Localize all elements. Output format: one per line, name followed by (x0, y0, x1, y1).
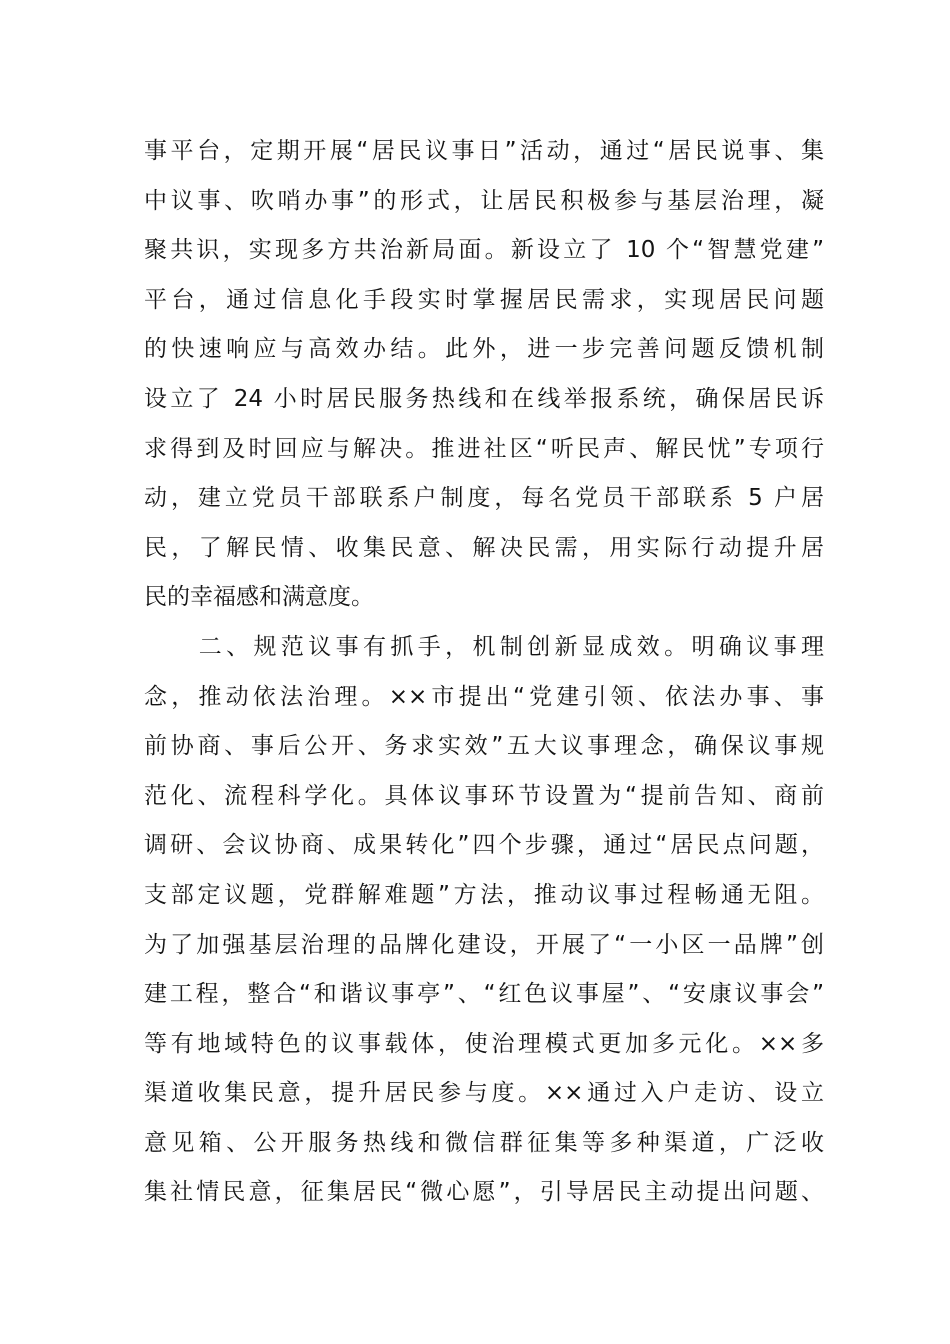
text-line: 中议事、吹哨办事”的形式，让居民积极参与基层治理，凝 (144, 187, 824, 214)
text-line: 调研、会议协商、成果转化”四个步骤，通过“居民点问题， (144, 832, 824, 859)
text-line: 平台，通过信息化手段实时掌握居民需求，实现居民问题 (144, 286, 824, 313)
text-line: 聚共识，实现多方共治新局面。新设立了 10 个“智慧党建” (144, 237, 824, 264)
section-heading-line: 二、规范议事有抓手，机制创新显成效。明确议事理 (144, 633, 824, 660)
text-line: 支部定议题，党群解难题”方法，推动议事过程畅通无阻。 (144, 881, 824, 908)
text-line: 前协商、事后公开、务求实效”五大议事理念，确保议事规 (144, 733, 824, 760)
text-line: 念，推动依法治理。××市提出“党建引领、依法办事、事 (144, 683, 824, 710)
text-line: 等有地域特色的议事载体，使治理模式更加多元化。××多 (144, 1030, 824, 1057)
text-line: 民，了解民情、收集民意、解决民需，用实际行动提升居 (144, 534, 824, 561)
text-line: 求得到及时回应与解决。推进社区“听民声、解民忧”专项行 (144, 435, 824, 462)
text-line: 渠道收集民意，提升居民参与度。××通过入户走访、设立 (144, 1080, 824, 1107)
text-line: 动，建立党员干部联系户制度，每名党员干部联系 5 户居 (144, 485, 824, 512)
text-line: 事平台，定期开展“居民议事日”活动，通过“居民说事、集 (144, 138, 824, 164)
text-line: 建工程，整合“和谐议事亭”、“红色议事屋”、“安康议事会” (144, 981, 824, 1008)
text-line: 设立了 24 小时居民服务热线和在线举报系统，确保居民诉 (144, 385, 824, 412)
paragraph-end-line: 民的幸福感和满意度。 (144, 584, 374, 611)
text-line: 为了加强基层治理的品牌化建设，开展了“一小区一品牌”创 (144, 931, 824, 958)
body-text (144, 127, 824, 1218)
text-line: 集社情民意，征集居民“微心愿”，引导居民主动提出问题、 (144, 1179, 824, 1206)
text-line: 范化、流程科学化。具体议事环节设置为“提前告知、商前 (144, 782, 824, 809)
text-line: 的快速响应与高效办结。此外，进一步完善问题反馈机制 (144, 336, 824, 363)
text-line: 意见箱、公开服务热线和微信群征集等多种渠道，广泛收 (144, 1129, 824, 1156)
